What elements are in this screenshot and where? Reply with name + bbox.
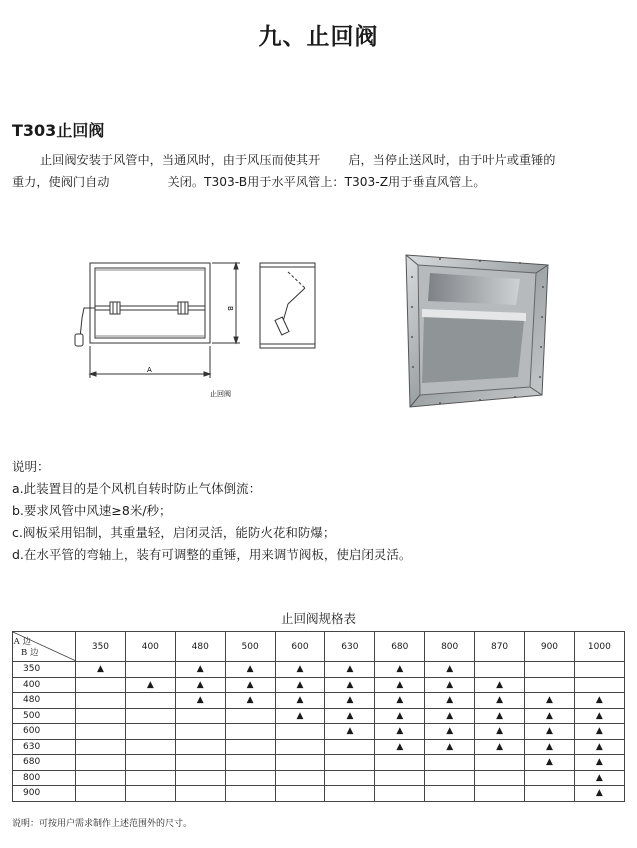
table-cell: ▲	[574, 739, 624, 755]
table-cell: ▲	[275, 708, 325, 724]
row-header: 900	[13, 786, 76, 802]
column-header: 630	[325, 632, 375, 662]
row-header: 800	[13, 770, 76, 786]
table-cell	[325, 739, 375, 755]
table-cell	[225, 739, 275, 755]
table-cell: ▲	[574, 770, 624, 786]
row-header: 600	[13, 724, 76, 740]
table-cell	[525, 662, 575, 678]
row-header: 500	[13, 708, 76, 724]
valve-technical-drawing	[60, 248, 330, 403]
table-cell: ▲	[275, 677, 325, 693]
table-cell: ▲	[375, 693, 425, 709]
table-cell: ▲	[76, 662, 126, 678]
table-cell	[325, 770, 375, 786]
table-cell	[225, 786, 275, 802]
table-cell: ▲	[425, 708, 475, 724]
description-text: 关闭。T303-B用于水平风管上：T303-Z用于垂直风管上。	[167, 175, 486, 189]
table-cell: ▲	[475, 708, 525, 724]
table-cell	[275, 724, 325, 740]
table-cell	[175, 770, 225, 786]
table-cell: ▲	[375, 724, 425, 740]
table-cell: ▲	[425, 739, 475, 755]
description-text: 启，当停止送风时，由于叶片或重锤的	[348, 153, 556, 167]
table-cell: ▲	[475, 677, 525, 693]
table-cell: ▲	[574, 724, 624, 740]
description-text: 止回阀安装于风管中，当通风时，由于风压而使其开	[40, 153, 321, 167]
description-line-1	[12, 149, 556, 171]
corner-label-a: A 边	[13, 637, 31, 647]
spec-table	[12, 631, 625, 802]
note-item: d.在水平管的弯轴上，装有可调整的重锤，用来调节阀板，使启闭灵活。	[12, 547, 412, 562]
table-cell: ▲	[125, 677, 175, 693]
table-title: 止回阀规格表	[280, 611, 356, 626]
table-cell	[525, 770, 575, 786]
table-row	[13, 662, 625, 678]
row-header: 680	[13, 755, 76, 771]
table-cell	[325, 786, 375, 802]
column-header: 480	[175, 632, 225, 662]
table-cell	[275, 786, 325, 802]
notes-heading: 说明：	[12, 459, 50, 474]
notes-block	[12, 456, 411, 566]
table-cell	[425, 786, 475, 802]
table-cell	[275, 739, 325, 755]
table-cell	[175, 786, 225, 802]
table-corner-cell	[13, 632, 76, 662]
row-header: 480	[13, 693, 76, 709]
table-cell: ▲	[375, 662, 425, 678]
table-cell	[125, 739, 175, 755]
table-cell: ▲	[325, 708, 375, 724]
note-item: b.要求风管中风速≥8米/秒；	[12, 503, 172, 518]
table-row	[13, 708, 625, 724]
table-cell: ▲	[574, 693, 624, 709]
table-cell: ▲	[175, 693, 225, 709]
table-cell	[125, 708, 175, 724]
description-line-2	[12, 171, 486, 193]
table-row	[13, 677, 625, 693]
table-row	[13, 724, 625, 740]
column-header: 600	[275, 632, 325, 662]
dimension-a-label: A	[147, 366, 152, 374]
table-cell	[425, 770, 475, 786]
table-cell: ▲	[325, 662, 375, 678]
note-item: c.阀板采用铝制，其重量轻，启闭灵活，能防火花和防爆；	[12, 525, 336, 540]
table-cell	[76, 739, 126, 755]
table-cell	[425, 755, 475, 771]
row-header: 350	[13, 662, 76, 678]
table-row	[13, 770, 625, 786]
row-header: 630	[13, 739, 76, 755]
table-cell	[525, 786, 575, 802]
table-cell	[125, 786, 175, 802]
table-row	[13, 693, 625, 709]
page-title: 九、止回阀	[258, 24, 379, 50]
table-cell	[76, 677, 126, 693]
table-row	[13, 755, 625, 771]
row-header: 400	[13, 677, 76, 693]
table-cell	[175, 739, 225, 755]
table-cell	[525, 677, 575, 693]
table-cell: ▲	[475, 724, 525, 740]
table-cell: ▲	[425, 662, 475, 678]
table-cell	[475, 662, 525, 678]
table-cell: ▲	[175, 677, 225, 693]
table-cell	[325, 755, 375, 771]
table-cell: ▲	[175, 662, 225, 678]
table-cell	[125, 724, 175, 740]
column-header: 800	[425, 632, 475, 662]
note-item: a.此装置目的是个风机自转时防止气体倒流：	[12, 481, 262, 496]
table-cell	[76, 693, 126, 709]
table-cell	[574, 662, 624, 678]
table-cell	[76, 786, 126, 802]
table-cell: ▲	[425, 677, 475, 693]
column-header: 900	[525, 632, 575, 662]
table-cell	[76, 708, 126, 724]
table-cell: ▲	[525, 755, 575, 771]
table-cell	[76, 755, 126, 771]
drawing-caption: 止回阀	[210, 390, 231, 398]
table-cell	[125, 770, 175, 786]
table-cell	[76, 770, 126, 786]
table-cell: ▲	[275, 662, 325, 678]
table-cell	[225, 755, 275, 771]
table-cell: ▲	[525, 739, 575, 755]
corner-label-b: B 边	[21, 648, 39, 658]
table-cell: ▲	[425, 693, 475, 709]
table-cell: ▲	[525, 724, 575, 740]
table-cell	[125, 693, 175, 709]
valve-product-photo	[400, 247, 550, 412]
table-cell	[475, 770, 525, 786]
table-cell	[225, 708, 275, 724]
table-cell: ▲	[425, 724, 475, 740]
column-header: 350	[76, 632, 126, 662]
front-view-frame	[90, 263, 210, 343]
column-header: 400	[125, 632, 175, 662]
table-cell: ▲	[525, 693, 575, 709]
column-header: 500	[225, 632, 275, 662]
table-cell: ▲	[475, 693, 525, 709]
dimension-b-label: B	[226, 306, 234, 311]
table-cell	[375, 770, 425, 786]
table-footnote: 说明：可按用户需求制作上述范围外的尺寸。	[12, 819, 193, 829]
table-cell	[225, 770, 275, 786]
column-header: 870	[475, 632, 525, 662]
table-cell: ▲	[375, 708, 425, 724]
table-cell: ▲	[225, 677, 275, 693]
table-cell: ▲	[325, 677, 375, 693]
table-cell	[574, 677, 624, 693]
section-subtitle: T303止回阀	[12, 121, 105, 140]
table-cell: ▲	[375, 677, 425, 693]
table-cell	[275, 755, 325, 771]
column-header: 680	[375, 632, 425, 662]
table-cell: ▲	[225, 662, 275, 678]
table-cell	[175, 724, 225, 740]
table-row	[13, 786, 625, 802]
table-cell: ▲	[525, 708, 575, 724]
table-cell	[225, 724, 275, 740]
table-cell: ▲	[225, 693, 275, 709]
table-row	[13, 739, 625, 755]
table-cell: ▲	[574, 786, 624, 802]
table-cell	[175, 755, 225, 771]
column-header: 1000	[574, 632, 624, 662]
table-cell: ▲	[574, 755, 624, 771]
table-cell: ▲	[275, 693, 325, 709]
table-cell	[375, 755, 425, 771]
table-cell	[125, 755, 175, 771]
description-text: 重力，使阀门自动	[12, 175, 110, 189]
table-cell: ▲	[475, 739, 525, 755]
table-cell: ▲	[325, 724, 375, 740]
table-cell	[76, 724, 126, 740]
table-cell: ▲	[375, 739, 425, 755]
table-header-row	[13, 632, 625, 662]
table-cell: ▲	[325, 693, 375, 709]
table-cell: ▲	[574, 708, 624, 724]
table-cell	[275, 770, 325, 786]
table-cell	[475, 786, 525, 802]
table-cell	[475, 755, 525, 771]
table-cell	[125, 662, 175, 678]
table-cell	[175, 708, 225, 724]
table-cell	[375, 786, 425, 802]
